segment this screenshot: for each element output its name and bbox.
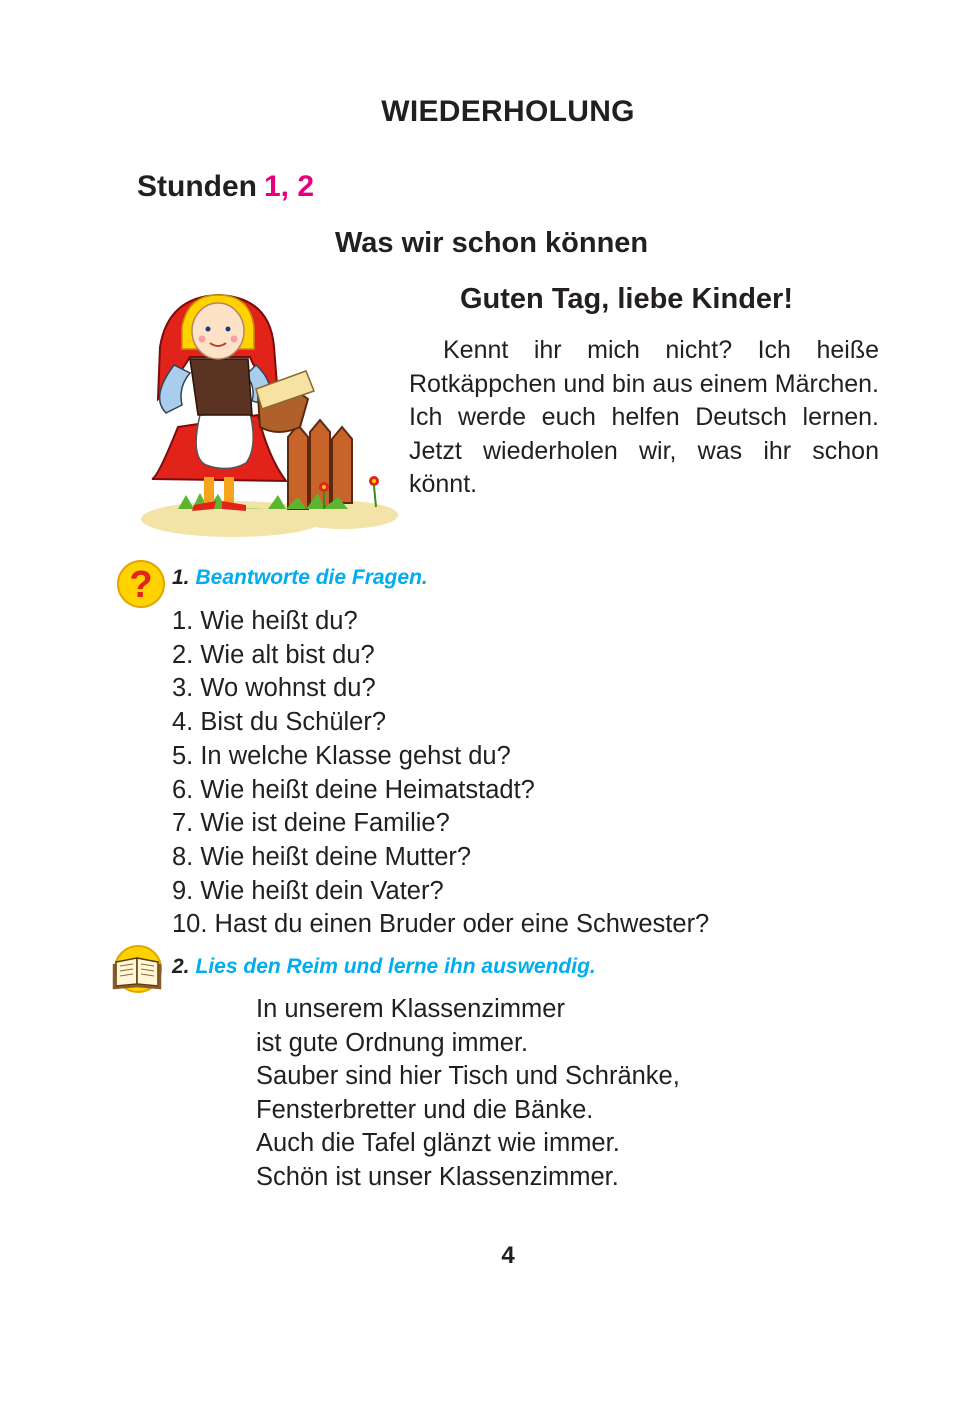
question-item: 8. Wie heißt deine Mutter?: [172, 842, 472, 871]
red-riding-hood-illustration: [138, 287, 400, 542]
lesson-label: Stunden: [137, 170, 257, 203]
task-2-title: Lies den Reim und lerne ihn auswendig.: [195, 955, 596, 978]
poem-line: In unserem Klassenzimmer: [256, 995, 565, 1023]
section-title: WIEDERHOLUNG: [381, 95, 635, 128]
svg-text:?: ?: [129, 564, 153, 606]
question-mark-icon: [116, 559, 166, 609]
lesson-heading: [137, 170, 314, 204]
task-1-title: Beantworte die Fragen.: [195, 566, 428, 589]
poem-line: Sauber sind hier Tisch und Schränke,: [256, 1062, 680, 1091]
poem-line: Schön ist unser Klassenzimmer.: [256, 1162, 619, 1191]
question-item: 6. Wie heißt deine Heimatstadt?: [172, 775, 535, 804]
question-item: 9. Wie heißt dein Vater?: [172, 876, 444, 905]
lesson-numbers: 1, 2: [264, 170, 315, 203]
task-2-instruction: [172, 955, 596, 979]
poem-line: Auch die Tafel glänzt wie immer.: [256, 1129, 620, 1158]
question-item: 7. Wie ist deine Familie?: [172, 809, 450, 838]
poem-line: Fensterbretter und die Bänke.: [256, 1095, 594, 1124]
task-1-number: 1.: [172, 566, 190, 589]
question-item: 5. In welche Klasse gehst du?: [172, 741, 511, 770]
question-item: 3. Wo wohnst du?: [172, 674, 376, 703]
task-1-instruction: [172, 566, 428, 590]
greeting-heading: Guten Tag, liebe Kinder!: [460, 283, 793, 315]
question-list: [172, 605, 709, 942]
question-item: 1. Wie heißt du?: [172, 607, 358, 635]
question-item: 2. Wie alt bist du?: [172, 640, 375, 669]
page-number: 4: [501, 1242, 515, 1269]
intro-paragraph: Kennt ihr mich nicht? Ich heiße Rotkäppchen und bin aus einem Märchen. Ich werde euch helfen Deutsch lernen. Jetzt wiederholen wir, was ihr schon könnt.: [409, 336, 879, 498]
lesson-subtitle: Was wir schon können: [335, 227, 649, 259]
poem-line: ist gute Ordnung immer.: [256, 1028, 529, 1057]
question-item: 10. Hast du einen Bruder oder eine Schwester?: [172, 910, 710, 939]
book-icon: [110, 944, 164, 994]
question-item: 4. Bist du Schüler?: [172, 708, 387, 737]
poem: [256, 993, 680, 1195]
task-2-number: 2.: [172, 955, 190, 978]
